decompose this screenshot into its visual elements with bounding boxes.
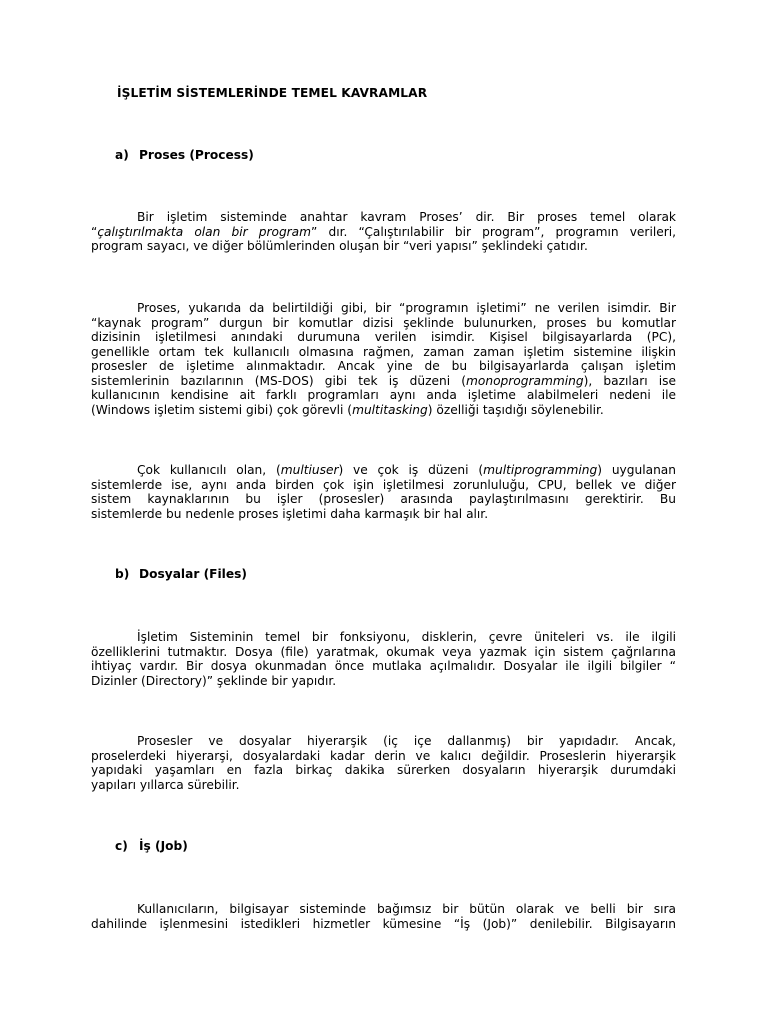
paragraph-b1 <box>91 630 676 688</box>
paragraph-line: İşletim Sisteminin temel bir fonksiyonu, disklerin, çevre üniteleri vs. ile ilgili <box>137 630 676 644</box>
paragraph-line: sistemlerde bu nedenle proses işletimi daha karmaşık bir hal alır. <box>91 506 489 521</box>
section-marker-c: c) <box>115 839 128 853</box>
section-heading-a <box>115 148 254 162</box>
paragraph-line: dizisinin işletilmesi anındaki durumuna verilen isimdir. Kişisel bilgisayarlarda (PC), <box>91 330 676 344</box>
paragraph-line: proselerdeki hiyerarşi, dosyalardaki kadar derin ve kalıcı değildir. Proseslerin hiyerarşik <box>91 748 676 763</box>
paragraph-line: sistemlerde ise, aynı anda birden çok işin işletilmesi zorunluluğu, CPU, bellek ve diğer <box>91 477 676 492</box>
document-title: İŞLETİM SİSTEMLERİNDE TEMEL KAVRAMLAR <box>117 86 428 100</box>
paragraph-line: prosesler de işletime alınmaktadır. Ancak yine de bu bilgisayarlarda çalışan işletim <box>91 359 676 373</box>
paragraph-line: yapıları yıllarca sürebilir. <box>91 777 240 792</box>
section-title-c: İş (Job) <box>139 839 188 853</box>
paragraph-line: Proses, yukarıda da belirtildiği gibi, bir “programın işletimi” ne verilen isimdir. Bir <box>137 301 676 315</box>
paragraph-line: kullanıcının kendisine ait farklı programları aynı anda işletime alabilmeleri nedeni ile <box>91 388 676 402</box>
paragraph-a2 <box>91 301 676 417</box>
paragraph-line: dahilinde işlenmesini istedikleri hizmetler kümesine “İş (Job)” denilebilir. Bilgisayarın <box>91 916 676 931</box>
paragraph-line: Dizinler (Directory)” şeklinde bir yapıdır. <box>91 673 337 688</box>
paragraph-line: Prosesler ve dosyalar hiyerarşik (iç içe dallanmış) bir yapıdadır. Ancak, <box>137 734 676 748</box>
paragraph-line: Bir işletim sisteminde anahtar kavram Proses’ dir. Bir proses temel olarak <box>137 210 676 224</box>
section-heading-b <box>115 567 247 581</box>
section-heading-c <box>115 839 188 853</box>
paragraph-line: “kaynak program” durgun bir komutlar dizisi şeklinde bulunurken, proses bu komutlar <box>91 315 676 330</box>
paragraph-line: yapıdaki yaşamları en fazla birkaç dakika sürerken dosyaların hiyerarşik durumdaki <box>91 763 676 777</box>
paragraph-b2 <box>91 734 676 792</box>
paragraph-a1 <box>91 210 676 254</box>
section-title-a: Proses (Process) <box>139 148 254 162</box>
paragraph-line: sistem kaynaklarının bu işler (prosesler) arasında paylaştırılmasını gerektirir. Bu <box>91 492 676 506</box>
paragraph-line: özelliklerini tutmaktır. Dosya (file) yaratmak, okumak veya yazmak için sistem çağrılarına <box>91 644 676 659</box>
paragraph-line: genellikle ortam tek kullanıcılı olmasına rağmen, zaman zaman işletim sistemine ilişkin <box>91 344 676 359</box>
paragraph-a3 <box>91 463 676 521</box>
paragraph-line: (Windows işletim sistemi gibi) çok görevli (multitasking) özelliği taşıdığı söylenebilir. <box>91 402 604 417</box>
section-marker-b: b) <box>115 567 130 581</box>
paragraph-line: ihtiyaç vardır. Bir dosya okunmadan önce mutlaka açılmalıdır. Dosyalar ile ilgili bilgiler “ <box>91 659 676 673</box>
paragraph-line: “çalıştırılmakta olan bir program” dır. “Çalıştırılabilir bir program”, programın verileri, <box>91 224 676 239</box>
section-marker-a: a) <box>115 148 129 162</box>
paragraph-line: sistemlerinin bazılarının (MS-DOS) gibi tek iş düzeni (monoprogramming), bazıları ise <box>91 373 677 388</box>
paragraph-line: Kullanıcıların, bilgisayar sisteminde bağımsız bir bütün olarak ve belli bir sıra <box>137 902 676 916</box>
paragraph-line: Çok kullanıcılı olan, (multiuser) ve çok iş düzeni (multiprogramming) uygulanan <box>137 463 676 477</box>
paragraph-c1 <box>91 902 676 931</box>
section-title-b: Dosyalar (Files) <box>139 567 247 581</box>
paragraph-line: program sayacı, ve diğer bölümlerinden oluşan bir “veri yapısı” şeklindeki çatıdır. <box>91 239 588 253</box>
